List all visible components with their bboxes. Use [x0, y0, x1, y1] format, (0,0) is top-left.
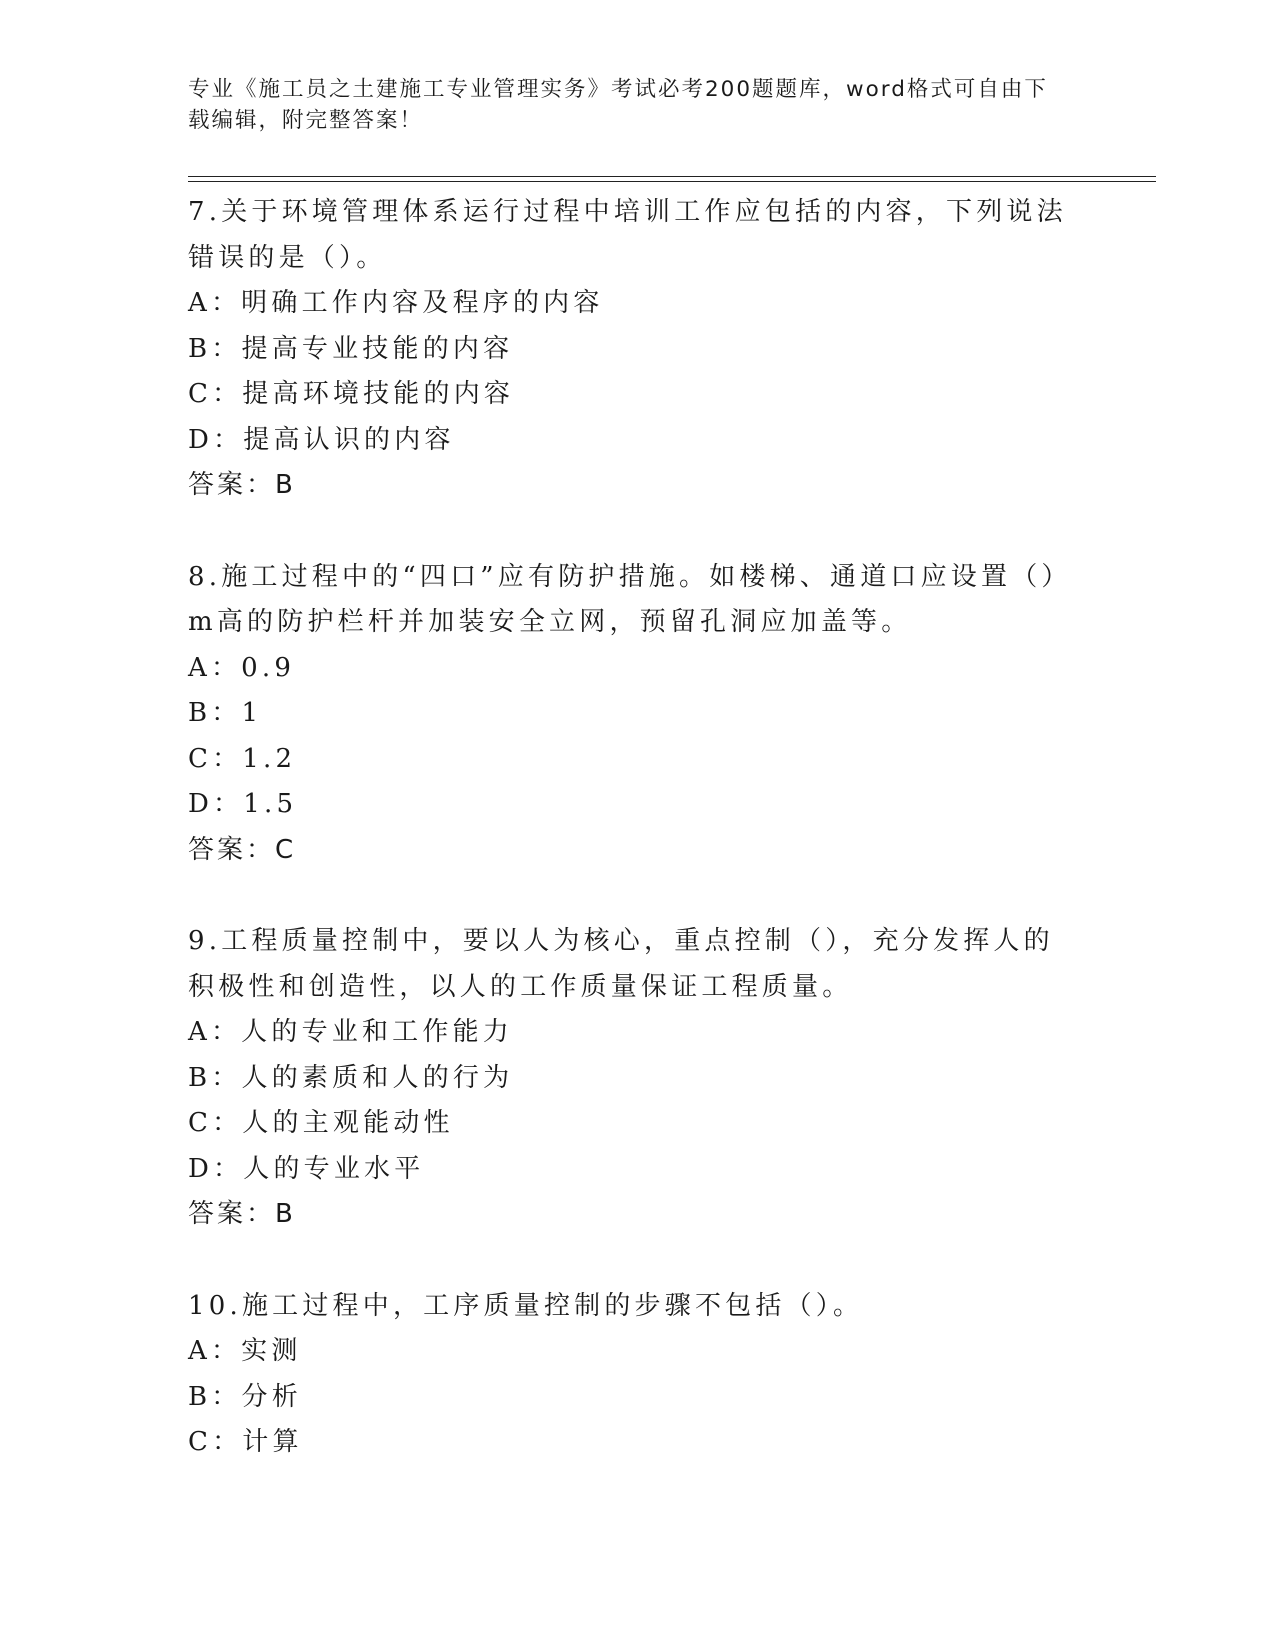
spacer	[188, 509, 1088, 555]
header-divider-bottom	[188, 181, 1156, 182]
option-a: A：实测	[188, 1336, 302, 1366]
question-7	[188, 190, 1088, 509]
option-b: B：1	[188, 698, 263, 728]
option-a: A：明确工作内容及程序的内容	[188, 288, 604, 318]
question-stem: 7.关于环境管理体系运行过程中培训工作应包括的内容，下列说法错误的是（）。	[188, 197, 1067, 273]
question-list	[188, 190, 1088, 1466]
document-intro: 专业《施工员之土建施工专业管理实务》考试必考200题题库，word格式可自由下载编辑，附完整答案！	[188, 77, 1048, 133]
question-stem: 9.工程质量控制中，要以人为核心，重点控制（），充分发挥人的积极性和创造性，以人的工作质量保证工程质量。	[188, 926, 1054, 1002]
spacer	[188, 1238, 1088, 1284]
option-c: C：1.2	[188, 743, 297, 774]
question-stem: 10.施工过程中，工序质量控制的步骤不包括（）。	[188, 1290, 864, 1321]
answer: 答案：C	[188, 834, 297, 865]
question-9	[188, 919, 1088, 1238]
option-a: A：0.9	[188, 652, 296, 683]
answer: 答案：B	[188, 470, 296, 500]
option-c: C：提高环境技能的内容	[188, 379, 515, 409]
option-a: A：人的专业和工作能力	[188, 1017, 513, 1047]
option-b: B：分析	[188, 1381, 302, 1412]
option-c: C：计算	[188, 1427, 303, 1457]
question-10	[188, 1284, 1088, 1466]
spacer	[188, 873, 1088, 919]
question-stem: 8.施工过程中的“四口”应有防护措施。如楼梯、通道口应设置（）m高的防护栏杆并加装安全立网，预留孔洞应加盖等。	[188, 561, 1072, 637]
option-d: D：提高认识的内容	[188, 424, 455, 455]
option-b: B：人的素质和人的行为	[188, 1062, 514, 1093]
option-b: B：提高专业技能的内容	[188, 333, 514, 364]
option-d: D：人的专业水平	[188, 1153, 425, 1184]
answer: 答案：B	[188, 1199, 296, 1229]
question-8	[188, 555, 1088, 874]
header-divider-top	[188, 176, 1156, 177]
option-c: C：人的主观能动性	[188, 1108, 454, 1138]
option-d: D：1.5	[188, 789, 298, 819]
